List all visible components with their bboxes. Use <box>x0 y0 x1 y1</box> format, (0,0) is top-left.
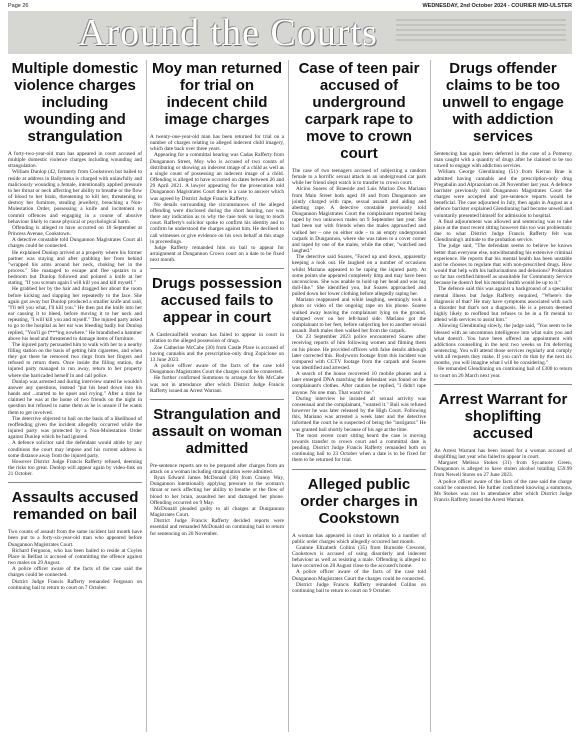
paragraph: Margaret Melissa Stokes (31) from Sycamore Green, Dungannon is alleged to have stolen alcohol totalling £59.99 from Newell Stores on 27 June 2023. <box>434 460 572 479</box>
paragraph: A police officer aware of the facts of the case told Dungannon Magistrates Court the charges could be connected. <box>292 569 426 582</box>
paragraph: Mariano reappeared and while laughing, seemingly took a photo or video of the ongoing rape on his phone. Soares walked away leaving the complainant lying on the ground, slumped over on her left-hand side. Mariano got the complainant to her feet, before subjecting her to another sexual assault. Both males then walked her from the carpark. <box>292 297 426 335</box>
paragraph: However District Judge Francis Rafferty refused, deeming the risks too great. Dunlop will appear again by video-link on 21 October. <box>8 458 142 478</box>
section-masthead <box>8 11 572 54</box>
article-divider <box>150 268 284 269</box>
paragraph: On 23 September 2023 police encountered Soares after receiving reports of him following women and filming them on his phone. He provided officers with false details although later corrected this. Bodyworn footage from this incident was compared with CCTV footage from the carpark and Soares was identified and arrested. <box>292 334 426 371</box>
paragraph: The case of two teenagers accused of subjecting a random female to a horrific sexual attack in an underground car park while her friend slept watch is to transfer to crown court. <box>292 168 426 187</box>
article-drugs-offender <box>434 60 572 379</box>
paragraph: Allowing Glendinning slowly, the judge said, "You seem to be blessed with an uncommon intelligence into what suits you and what doesn't. You have been offered an appointment with addictions counselling in the next two weeks so I'm deferring sentencing. You will attend those services regularly and comply with all requests they make. If you can't do that by the next six months, you will imagine what I will be considering." <box>434 323 572 367</box>
paragraph: He further confirmed Summons to arrange for Ms McCabe was not in attendance after which District Judge Francis Rafferty issued an Arrest Warrant. <box>150 375 284 394</box>
article-body <box>150 463 284 537</box>
column-divider <box>288 60 289 732</box>
paragraph: Pre-sentence reports are to be prepared after charges from an attack on a woman including strangulation were admitted. <box>150 462 284 475</box>
page-number: Page 26 <box>8 3 29 9</box>
headline: Drugs offender claims to be too unwell to engage with addiction services <box>442 60 564 145</box>
headline: Drugs possession accused fails to appear in court <box>151 275 283 327</box>
column-1 <box>8 60 142 732</box>
column-3 <box>292 60 426 732</box>
paragraph: Two counts of assault from the same incident last month have been put to a forty-six-year-old man who appeared before Dungannon Magistrates Court. <box>8 529 142 548</box>
paragraph: An Arrest Warrant has been issued for a woman accused of shoplifting last year who failed to appear in court. <box>434 447 572 460</box>
paragraph: During interview he insisted all sexual activity was consensual and the complainant, "wanted it." Bail was refused however he was later released by the High Court. Following this, Mariano was arrested a week later and the detective informed the court he is suspected of being the "instigator." He was granted bail shortly because of his age at the time. <box>292 395 426 433</box>
headline: Multiple domestic violence charges including wounding and strangulation <box>11 60 139 145</box>
paragraph: A Castlecaulfield woman has failed to appear in court in relation to the alleged possession of drugs. <box>150 332 284 345</box>
article-domestic-violence <box>8 60 142 477</box>
article-body <box>150 134 284 263</box>
paragraph: The judge said, "The defendant seems to believe he knows better than everyone else, notwithstanding his extensive criminal experience. He reports that his mental health has been unstable and he chooses to regulate that with non-prescribed drugs. How would that help with his hallucinations and delusions? Probation so far has certified himself as unsuitable for Community Service because he doesn't feel his mental health would be up to it." <box>434 243 572 287</box>
paragraph: A police officer aware of the facts of the case told Dungannon Magistrates Court the charges could be connected. <box>150 363 284 376</box>
column-divider <box>146 60 147 732</box>
column-divider <box>430 60 431 732</box>
headline: Assaults accused remanded on bail <box>11 489 139 524</box>
paragraph: The defence said this was against a background of a specialist mental illness but Judge Rafferty enquired, "Where's the diagnosis of that? He may have symptoms associated with such a disorder but that's not a diagnosis. He is a person deemed highly likely to reoffend but refuses to be in a fit mental to attend with services to assist him." <box>434 286 572 324</box>
paragraph: Richard Ferguson, who has been bailed to reside at Coyles Place in Belfast is accused of committing the offence against two males on 29 August. <box>8 547 142 567</box>
article-carpark-case <box>292 60 426 464</box>
column-2 <box>150 60 284 732</box>
paragraph: The detective objected to bail on the basis of a likelihood of reoffending given the incident allegedly occurred while the injured party was protected by a Non-Molestation Order against Dunlop which he had ignored. <box>8 415 142 441</box>
article-strangulation <box>150 406 284 537</box>
paragraph: Offending is alleged to have occurred on 18 September at Princess Avenue, Cookstown. <box>8 224 142 238</box>
paragraph: A police officer aware of the facts of the case said the charges could be connected. <box>8 566 142 579</box>
paragraph: He remanded Glendinning on continuing bail of £300 to return to court on 26 March next year. <box>434 366 572 379</box>
page-header <box>8 3 572 11</box>
paragraph: Appearing for a committal hearing was Cadas Rafferty from Dungannon Street, Moy who is accused of two counts of distributing or showing an indecent image of a child as well as a single count of possessing an indecent image of a child. Offending is alleged to have occurred on dates between 26 and 29 April 2021. A lawyer appearing for the prosecution told Dungannon Magistrates Court there is a case to answer which was agreed by District Judge Francis Rafferty. <box>150 152 284 202</box>
paragraph: He explained Dunlop arrived at a property where his former partner was staying and after grabbing her from behind "wrapped his arms around her neck, choking her in the process." She managed to escape and flee upstairs to a bedroom but Dunlop followed and pointed a knife at her stating, "If you scream again I will kill you and kill myself." <box>8 249 142 287</box>
paragraph: William George Glendinning (51) from Kerran Brae is admitted having cannabis and the prescription-only drug Pregabalin and Alprazolam on 28 November last year. A defence barrister previously told Dungannon Magistrates Court the charges were accepted and pre-sentence reports would be beneficial. The case adjourned in July, then again in August as a defence barrister explained Glendinning had become unwell and voluntarily presented himself for admission to hospital. <box>434 169 572 219</box>
section-title: Around the Courts <box>78 12 378 54</box>
paragraph: A twenty-one-year-old man has been returned for trial on a number of charges relating to alleged indecent child imagery, which date back over three years. <box>150 134 284 153</box>
article-public-order <box>292 476 426 595</box>
paragraph: Grainne Elizabeth Collins (35) from Burnside Crescent, Cookstown is accused of using disorderly and indecent behaviour as well as resisting a male. Offending is alleged to have occurred on 28 August close to the accused's home. <box>292 544 426 570</box>
article-assaults-bail <box>8 489 142 591</box>
paragraph: A woman has appeared in court in relation to a number of public order charges which allegedly occurred last month. <box>292 532 426 545</box>
paragraph: The injured party persuaded him to walk with her to a nearby filling station on the basis of getting him cigarettes, and when they got there he removed two rings from her fingers and refused to return them. Once inside the filling station, the injured party managed to run away, return to her property where she barricaded herself in and call police. <box>8 341 142 379</box>
headline: Strangulation and assault on woman admitted <box>151 405 283 457</box>
dateline: WEDNESDAY, 2nd October 2024 - COURIER MID-ULSTER <box>422 3 572 9</box>
paragraph: The detective said Soares, "Faced up and down, apparently keeping a look out. He laughed on a number of occasions whilst Mariano appeared to be raping the injured party. At some points she appeared completely limp and may have been unconscious. She was unable to hold up her head and was rag doll-like." She identified you, but Soares approached and pulled down her lower clothing before allegedly raping her. <box>292 254 426 298</box>
paragraph: Ryan Edward James McDonald (36) from Cranny Way, Dungannon intentionally applying pressure to the woman's throat or neck affecting her ability to breathe or the flow of blood to her brain, assaulted her and damaged her phone. Offending occurred on 9 May. <box>150 475 284 506</box>
column-4 <box>434 60 572 732</box>
paragraph: He grabbed her by the hair and dragged her about the room before kicking and slapping her repeatedly to the face. She again got away but Dunlop produced a smaller knife and said, "I'll tell you what, I'll kill you." He then put the knife into her ear causing it to bleed, before moving it to her neck and repeating, "I will kill you and myself." The injured party asked to go to the hospital as her ear was bleeding badly but Dunlop replied, "You'll go f***ing nowhere." He brandished a hammer above his head and threatened to damage items of furniture. <box>8 286 142 342</box>
paragraph: Sentencing has again been deferred in the case of a Pomeroy man caught with a quantity of drugs after he claimed to be too unwell to engage with addiction services. <box>434 151 572 170</box>
article-body <box>292 533 426 595</box>
headline: Moy man returned for trial on indecent child image charges <box>151 60 283 128</box>
article-body <box>8 151 142 477</box>
paragraph: A forty-two-year-old man has appeared in court accused of multiple domestic violence charges including wounding and strangulation. <box>8 151 142 170</box>
paragraph: McDonald pleaded guilty to all charges at Dungannon Magistrates Court. <box>150 505 284 519</box>
paragraph: William Dunlop (42, formerly from Cookstown but bailed to reside at address in Ballymena is charged with unlawfully and maliciously wounding a female, intentionally applied pressure to her throat or neck affecting her ability to breathe or the flow of blood to her brain, threatening to kill her, threatening to destroy her furniture, stealing jewellery, breaching a Non-Molestation Order, possessing a knife and incitement to commit offences and engaging in a course of abusive behaviour likely to cause physical or psychological harm. <box>8 169 142 225</box>
headline: Alleged public order charges in Cookstown <box>300 475 418 527</box>
headline: Case of teen pair accused of underground carpark rape to move to crown court <box>298 60 420 162</box>
article-body <box>434 151 572 379</box>
article-drugs-possession <box>150 275 284 394</box>
masthead-decoration <box>396 19 566 46</box>
article-body <box>434 448 572 503</box>
paragraph: A search of the house recovered 10 mobile phones and a later emerged DNA matching the defendant was found on the complainant's clothes. After caution he replied, "I didn't rape anyone. No one man. That wasn't me." <box>292 371 426 396</box>
paragraph: Alcino Soares of Braeside and Luis Marino Dos Mariano from Main Street both aged 18 and from Dungannon are jointly charged with rape, sexual assault and aiding and abetting rape. A detective constable previously told Dungannon Magistrates Court the complainant reported being raped by two unknown males on 9 September last year. She had been out with friends when the males approached and walked her – one on either side – to an empty underground carpark in Dungannon, where she was taken to a cover corner and raped by one of the males, while the other, "watched and laughed." <box>292 186 426 255</box>
article-divider <box>292 469 426 470</box>
paragraph: A detective constable told Dungannon Magistrates Court all charges could be connected. <box>8 237 142 250</box>
paragraph: District Judge Francis Rafferty decided reports were essential and remanded McDonald on continuing bail to return for sentencing on 20 November. <box>150 518 284 537</box>
article-body <box>150 332 284 394</box>
headline: Arrest Warrant for shoplifting accused <box>438 390 568 442</box>
paragraph: District Judge Francis Rafferty remanded Ferguson on continuing bail to return to court on 7 October. <box>8 578 142 591</box>
article-divider <box>150 399 284 400</box>
article-arrest-warrant <box>434 391 572 503</box>
paragraph: Judge Rafferty remanded him on bail to appear for arraignment at Dungannon Crown court on a date to be fixed next month. <box>150 244 284 264</box>
article-body <box>292 168 426 464</box>
paragraph: Dunlop was arrested and during interview stated he wouldn't answer any questions, instead "put his head down into his hands and ...started to be upset and crying." After a time he claimed he was at the home of two friends on the night in question but refused to name them as he is unsure if he wants them to get involved. <box>8 378 142 416</box>
article-body <box>8 529 142 591</box>
paragraph: A defence solicitor said the defendant would abide by any conditions the court may impose and his current address is some distance away from the injured party. <box>8 440 142 459</box>
paragraph: No details surrounding the circumstances of the alleged offending were disclosed during the short hearing, nor was there any indication as to why the case took so long to reach court. Rafferty's solicitor spoke to confirm his identity and to confirm he understood the charges against him. He declined to call witnesses or give evidence on his own behalf at this stage in proceedings. <box>150 201 284 245</box>
article-divider <box>8 482 142 483</box>
article-divider <box>434 384 572 385</box>
article-moy-man-trial <box>150 60 284 263</box>
paragraph: A police officer aware of the facts of the case said the charge could be connected. He further confirmed knowing a summons, Ms Stokes was not in attendance after which District Judge Francis Rafferty issued the Arrest Warrant. <box>434 478 572 504</box>
paragraph: Zoe Catherine McCabe (30) from Castle Place is accused of having cannabis and the prescription-only drug Zopiclone on 13 June 2023. <box>150 344 284 363</box>
paragraph: District Judge Francis Rafferty remanded Collins on continuing bail to return to court on 9 October. <box>292 581 426 594</box>
paragraph: The most recent court sitting heard the case is moving towards transfer to crown court and a committal date is pending. District Judge Francis Rafferty remanded both on continuing bail to 23 October when a date is to be fixed for them to be returned for trial. <box>292 432 426 464</box>
paragraph: A final adjournment was allowed and sentencing was to take place at the most recent sitting however this too was problematic due to what District Judge Francis Rafferty felt was Glendinning's attitude to the probation service. <box>434 218 572 244</box>
